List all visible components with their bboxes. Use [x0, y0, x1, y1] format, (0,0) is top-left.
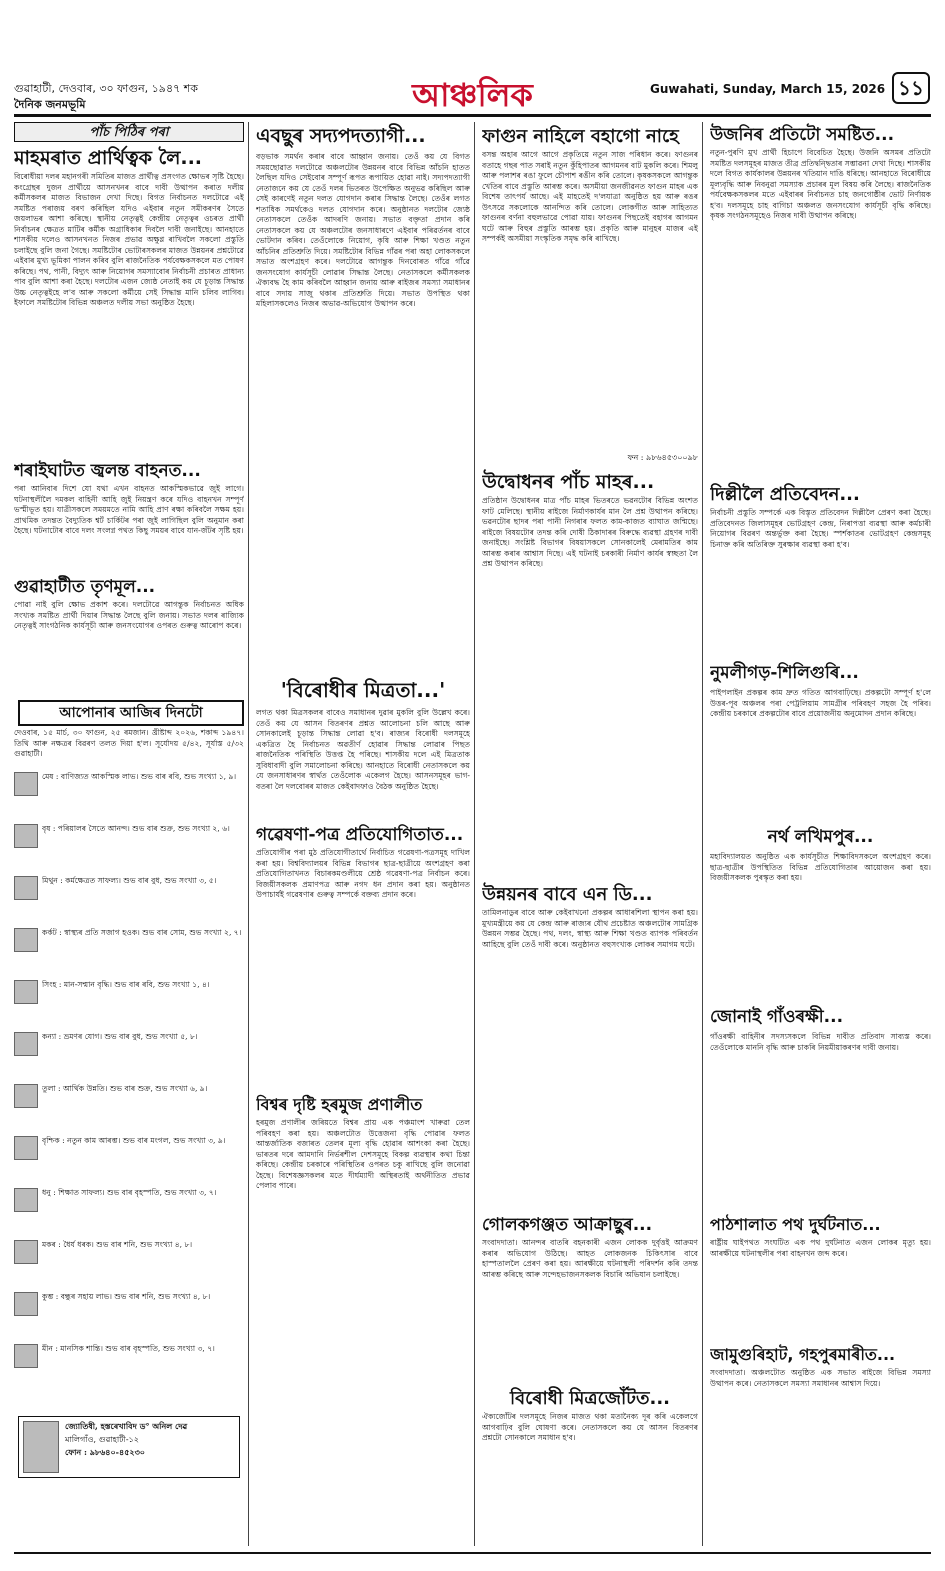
article-body: মহাবিদ্যালয়ত অনুষ্ঠিত এক কাৰ্যসূচীত শিক্ষাবিদসকলে অংশগ্ৰহণ কৰে। ছাত্ৰ-ছাত্ৰীৰ উপস্থিতিত বিভিন্ন প্ৰতিযোগিতাৰ আয়োজন কৰা হয়। বিজয়ীসকলক পুৰস্কৃত কৰা হয়।: [710, 852, 931, 882]
horoscope-item: মেষ : বাণিজ্যত আকস্মিক লাভ। শুভ বাৰ ৰবি, শুভ সংখ্যা ১, ৯।: [14, 772, 244, 824]
column-divider: [702, 122, 703, 1546]
fish-icon: [14, 1344, 38, 1368]
archer-icon: [14, 1188, 38, 1212]
date-right: Guwahati, Sunday, March 15, 2026: [650, 82, 886, 96]
headline: মাহমৰাত প্ৰাৰ্থিত্বক লৈ...: [14, 147, 203, 169]
twins-icon: [14, 876, 38, 900]
headline: জামুগুৰিহাট, গহপুৰমাৰীত...: [710, 1345, 896, 1364]
horoscope-item: বৃশ্চিক : নতুন কাম আৰম্ভ। শুভ বাৰ মংগল, শুভ সংখ্যা ৩, ৯।: [14, 1136, 244, 1188]
headline: নুমলীগড়-শিলিগুৰি...: [710, 663, 859, 683]
paper-name: দৈনিক জনমভূমি: [14, 98, 86, 111]
footer-rule: [14, 1552, 931, 1554]
horoscope-intro: দেওবাৰ, ১৫ মাৰ্চ, ৩০ ফাগুন, ২৫ ৰমজান। খ্ৰীষ্টাব্দ ২০২৬, শকাব্দ ১৯৪৭। তিথি আৰু নক্ষত্ৰৰ বিৱৰণ তলত দিয়া হ'ল। সূৰ্যোদয় ৫/৪২, সূৰ্যাস্ত ৫/৩২ গুৱাহাটী।: [14, 728, 244, 758]
article-body: ৰাষ্ট্ৰীয় ঘাইপথত সংঘটিত এক পথ দুৰ্ঘটনাত এজন লোকৰ মৃত্যু হয়। আৰক্ষীয়ে ঘটনাস্থলীৰ পৰা বাহনখন জব্দ কৰে।: [710, 1238, 931, 1258]
scorpion-icon: [14, 1136, 38, 1160]
headline: গুৱাহাটীত তৃণমূল...: [14, 577, 156, 597]
headline: জোনাই গাঁওৰক্ষী...: [710, 1007, 844, 1027]
horoscope-item: সিংহ : মান-সন্মান বৃদ্ধি। শুভ বাৰ ৰবি, শুভ সংখ্যা ১, ৪।: [14, 980, 244, 1032]
article-body: সংবাদদাতা। আনন্দৰ বাতৰি বহনকাৰী এজন লোকক দুৰ্বৃত্তই আক্ৰমণ কৰাৰ অভিযোগ উঠিছে। আহত লোকজনক চিকিৎসাৰ বাবে হাস্পতাললৈ প্ৰেৰণ কৰা হয়। আৰক্ষীয়ে ঘটনাস্থলী পৰিদৰ্শন কৰি তদন্ত আৰম্ভ কৰিছে আৰু সন্দেহভাজনসকলক বিচাৰি অভিযান চলাইছে।: [482, 1238, 698, 1279]
date-left: গুৱাহাটী, দেওবাৰ, ৩০ ফাগুন, ১৯৪৭ শক: [14, 82, 198, 95]
header-rule: [14, 114, 931, 117]
article-body: বড়ভাক সমৰ্থন কৰাৰ বাবে আহ্বান জনায়। তেওঁ কয় যে বিগত সময়ছোৱাত দলটোৱে অঞ্চলটোৰ উন্নয়নৰ বাবে বিভিন্ন আঁচনি হাতত লৈছিল যদিও সেইবোৰ সম্পূৰ্ণ ৰূপত ৰূপায়িত হোৱা নাই। সদ্যপদত্যাগী নেতাজনে কয় যে তেওঁ দলৰ ভিতৰত উপেক্ষিত অনুভৱ কৰিছিল আৰু সেই কাৰণেই নতুন দলত যোগদান কৰাৰ সিদ্ধান্ত লৈছে। তেওঁৰ লগত শতাধিক সমৰ্থকেও দলত যোগদান কৰে। অনুষ্ঠানত দলটোৰ জ্যেষ্ঠ নেতাসকলে তেওঁক আদৰণি জনায়। সভাত বক্তৃতা প্ৰদান কৰি নেতাসকলে কয় যে অঞ্চলটোৰ জনসাধাৰণে এইবাৰ পৰিৱৰ্তনৰ বাবে ভোটদান কৰিব। তেওঁলোকে নিয়োগ, কৃষি আৰু শিক্ষা খণ্ডত নতুন আঁচনিৰ প্ৰতিশ্ৰুতি দিয়ে। সমষ্টিটোৰ বিভিন্ন গাঁৱৰ পৰা অহা লোকসকলে সভাত অংশগ্ৰহণ কৰে। দলটোৱে আগন্তুক দিনবোৰত গাঁৱে গাঁৱে জনসংযোগ কাৰ্যসূচী লোৱাৰ সিদ্ধান্ত লৈছে। নেতাসকলে কৰ্মীসকলক ঐক্যবদ্ধ হৈ কাম কৰিবলৈ আহ্বান জনায় আৰু ৰাইজৰ সমস্যা সমাধানৰ বাবে সদায় সাজু থকাৰ প্ৰতিশ্ৰুতি দিয়ে। সভাত উপস্থিত থকা মহিলাসকলেও নিজৰ অভাৱ-অভিযোগ উত্থাপন কৰে।: [256, 152, 470, 308]
column-divider: [474, 122, 475, 1546]
bull-icon: [14, 824, 38, 848]
headline: গৱেষণা-পত্ৰ প্ৰতিযোগিতাত...: [256, 825, 464, 845]
article-body: গাঁওৰক্ষী বাহিনীৰ সদস্যসকলে বিভিন্ন দাবীত প্ৰতিবাদ সাব্যস্ত কৰে। তেওঁলোকে মাননি বৃদ্ধি আৰু চাকৰি নিয়মীয়াকৰণৰ দাবী জনায়।: [710, 1032, 931, 1052]
horoscope-item: মকৰ : ধৈৰ্য ধৰক। শুভ বাৰ শনি, শুভ সংখ্যা ৪, ৮।: [14, 1240, 244, 1292]
headline: নৰ্থ লখিমপুৰ...: [767, 827, 874, 847]
article-body: ঐক্যজোঁটৰ দলসমূহে নিজৰ মাজত থকা মতানৈক্য দূৰ কৰি একেলগে আগবাঢ়িব বুলি ঘোষণা কৰে। নেতাসকলে কয় যে আসন বিতৰণৰ প্ৰশ্নটো সোনকালে সমাধান হ'ব।: [482, 1412, 698, 1442]
scales-icon: [14, 1084, 38, 1108]
horoscope-title: আপোনাৰ আজিৰ দিনটো: [18, 700, 244, 726]
ram-icon: [14, 772, 38, 796]
article-footer: ফন : ৯৮৬৪৫৩০০৯৮: [627, 453, 698, 462]
article-body: বিৰোধীয়া দলৰ মহানগৰী সমিতিৰ মাজত প্ৰাৰ্থীত্ব প্ৰসংগত ক্ষোভৰ সৃষ্টি হৈছে। কংগ্ৰেছৰ দুজন প্ৰাৰ্থীয়ে আসনখনৰ বাবে দাবী উত্থাপন কৰাত দলীয় কৰ্মীসকলৰ মাজত বিভাজন দেখা দিছে। বিগত নিৰ্বাচনত দলটোৱে এই সমষ্টিত পৰাজয় বৰণ কৰিছিল যদিও এইবাৰ নতুন সমীকৰণৰ সৈতে জয়লাভৰ আশা কৰিছে। স্থানীয় নেতৃত্বই কেন্দ্ৰীয় নেতৃত্বৰ ওচৰত প্ৰাৰ্থী নিৰ্বাচনৰ ক্ষেত্ৰত মাটিৰ কৰ্মীক অগ্ৰাধিকাৰ দিবলৈ দাবী জনাইছে। আনহাতে শাসকীয় দলেও আসনখনত নিজৰ প্ৰভাৱ অক্ষুণ্ণ ৰাখিবলৈ সকলো প্ৰস্তুতি চলাইছে বুলি জনা গৈছে। সমষ্টিটোৰ ভোটাৰসকলৰ মাজত উন্নয়নৰ প্ৰশ্নটোৱে এইবাৰ মুখ্য ভূমিকা পালন কৰিব বুলি ৰাজনৈতিক পৰ্যবেক্ষকসকলে মত পোষণ কৰিছে। পথ, পানী, বিদ্যুৎ আৰু নিয়োগৰ সমস্যাবোৰ নিৰ্বাচনী প্ৰচাৰত প্ৰাধান্য পাব বুলি আশা কৰা হৈছে। দলটোৰ এজন জ্যেষ্ঠ নেতাই কয় যে চূড়ান্ত সিদ্ধান্ত উচ্চ নেতৃত্বইহে ল'ব আৰু সকলো কৰ্মীয়ে সেই সিদ্ধান্ত মানি চলিব লাগিব। ইফালে সমষ্টিটোৰ বিভিন্ন অঞ্চলত দলীয় সভা অনুষ্ঠিত হৈছে।: [14, 172, 244, 307]
astrologer-ad: জ্যোতিষী, হস্তৰেখাবিদ ড° অনিল দেৱ মালিগাঁও, গুৱাহাটী-১২ ফোন : ৯৮৬৪০-৪৫২৩০: [18, 1416, 240, 1478]
column-divider: [248, 122, 249, 1546]
lion-icon: [14, 980, 38, 1004]
article-body: নিৰ্বাচনী প্ৰস্তুতি সম্পৰ্কে এক বিস্তৃত প্ৰতিবেদন দিল্লীলৈ প্ৰেৰণ কৰা হৈছে। প্ৰতিবেদনত জিলাসমূহৰ ভোটগ্ৰহণ কেন্দ্ৰ, নিৰাপত্তা ব্যৱস্থা আৰু কৰ্মচাৰী নিয়োগৰ বিৱৰণ অন্তৰ্ভুক্ত কৰা হৈছে। স্পৰ্শকাতৰ ভোটগ্ৰহণ কেন্দ্ৰসমূহ চিনাক্ত কৰি অতিৰিক্ত সুৰক্ষাৰ ব্যৱস্থা কৰা হ'ব।: [710, 508, 931, 549]
article-body: হৰমুজ প্ৰণালীৰ জৰিয়তে বিশ্বৰ প্ৰায় এক পঞ্চমাংশ খাৰুৱা তেল পৰিবহণ কৰা হয়। অঞ্চলটোত উত্তেজনা বৃদ্ধি পোৱাৰ ফলত আন্তৰ্জাতিক বজাৰত তেলৰ মূল্য বৃদ্ধি হোৱাৰ আশংকা কৰা হৈছে। ভাৰতৰ দৰে আমদানি নিৰ্ভৰশীল দেশসমূহে বিকল্প ব্যৱস্থাৰ কথা চিন্তা কৰিছে। কেন্দ্ৰীয় চৰকাৰে পৰিস্থিতিৰ ওপৰত চকু ৰাখিছে বুলি জনোৱা হৈছে। বিশেষজ্ঞসকলৰ মতে দীৰ্ঘম্যাদী অস্থিৰতাই অৰ্থনীতিত প্ৰভাৱ পেলাব পাৰে।: [256, 1118, 470, 1190]
section-label: পাঁচ পিঠিৰ পৰা: [14, 122, 244, 142]
maiden-icon: [14, 1032, 38, 1056]
headline: বিশ্বৰ দৃষ্টি হৰমুজ প্ৰণালীত: [256, 1095, 423, 1114]
horoscope-item: ধনু : শিক্ষাত সাফল্য। শুভ বাৰ বৃহস্পতি, শুভ সংখ্যা ৩, ৭।: [14, 1188, 244, 1240]
goat-icon: [14, 1240, 38, 1264]
article-body: প্ৰতিযোগীৰ পৰা মুঠ প্ৰতিযোগীতাৰ্থে নিৰ্বাচিত গৱেষণা-পত্ৰসমূহ দাখিল কৰা হয়। বিশ্ববিদ্যালয়ৰ বিভিন্ন বিভাগৰ ছাত্ৰ-ছাত্ৰীয়ে অংশগ্ৰহণ কৰা প্ৰতিযোগিতাখনত বিচাৰকমণ্ডলীয়ে শ্ৰেষ্ঠ গৱেষণা-পত্ৰ নিৰ্বাচন কৰে। বিজয়ীসকলক প্ৰমাণপত্ৰ আৰু নগদ ধন প্ৰদান কৰা হয়। অনুষ্ঠানত উপাচাৰ্যই গৱেষণাৰ গুৰুত্ব সম্পৰ্কে বক্তব্য প্ৰদান কৰে।: [256, 848, 470, 899]
headline: বিৰোধী মিত্ৰজোঁটত...: [509, 1388, 670, 1409]
horoscope-item: কৰ্কট : স্বাস্থ্যৰ প্ৰতি সজাগ হওক। শুভ বাৰ সোম, শুভ সংখ্যা ২, ৭।: [14, 928, 244, 980]
article-body: পাইপলাইন প্ৰকল্পৰ কাম দ্ৰুত গতিত আগবাঢ়িছে। প্ৰকল্পটো সম্পূৰ্ণ হ'লে উত্তৰ-পূব অঞ্চলৰ পৰা পেট্ৰলিয়াম সামগ্ৰীৰ পৰিবহণ সহজ হৈ পৰিব। কেন্দ্ৰীয় চৰকাৰে প্ৰকল্পটোৰ বাবে প্ৰয়োজনীয় অনুমোদন প্ৰদান কৰিছে।: [710, 688, 931, 718]
headline: 'বিৰোধীৰ মিত্ৰতা...': [280, 678, 446, 702]
horoscope-item: মিথুন : কৰ্মক্ষেত্ৰত সাফল্য। শুভ বাৰ বুধ, শুভ সংখ্যা ৩, ৫।: [14, 876, 244, 928]
headline: উদ্বোধনৰ পাঁচ মাহৰ...: [482, 471, 655, 493]
crab-icon: [14, 928, 38, 952]
article-body: পোৱা নাই বুলি ক্ষোভ প্ৰকাশ কৰে। দলটোৱে আগন্তুক নিৰ্বাচনত অধিক সংখ্যক সমষ্টিত প্ৰাৰ্থী দিয়াৰ সিদ্ধান্ত লৈছে বুলি জনায়। সভাত দলৰ ৰাজ্যিক নেতৃত্বই সাংগঠনিক কাৰ্যসূচী আৰু জনসংযোগৰ ওপৰত গুৰুত্ব আৰোপ কৰে।: [14, 600, 244, 630]
page-number: ১১: [892, 72, 930, 104]
headline: এবছুৰ সদ্যপদত্যাগী...: [256, 125, 426, 147]
horoscope-item: মীন : মানসিক শান্তি। শুভ বাৰ বৃহস্পতি, শুভ সংখ্যা ৩, ৭।: [14, 1344, 244, 1396]
article-body: প্ৰতিষ্ঠান উদ্বোধনৰ মাত্ৰ পাঁচ মাহৰ ভিতৰতে ভৱনটোৰ বিভিন্ন অংশত ফাট মেলিছে। স্থানীয় ৰাইজে নিৰ্মাণকাৰ্যৰ মান লৈ প্ৰশ্ন উত্থাপন কৰিছে। ভৱনটোৰ ছাদৰ পৰা পানী নিগৰাৰ ফলত কাম-কাজত ব্যাঘাত জন্মিছে। ৰাইজে বিষয়টোৰ তদন্ত কৰি দোষী ঠিকাদাৰৰ বিৰুদ্ধে ব্যৱস্থা গ্ৰহণৰ দাবী জনাইছে। সংশ্লিষ্ট বিভাগৰ বিষয়াসকলে সোনকালেই মেৰামতিৰ কাম আৰম্ভ কৰাৰ আশ্বাস দিছে। এই ঘটনাই চৰকাৰী নিৰ্মাণ কাৰ্যৰ স্বচ্ছতা লৈ প্ৰশ্ন উত্থাপন কৰিছে।: [482, 496, 698, 568]
water-bearer-icon: [14, 1292, 38, 1316]
headline: পাঠশালাত পথ দুৰ্ঘটনাত...: [710, 1215, 881, 1234]
article-body: লগত থকা মিত্ৰসকলৰ বাবেও সমাধানৰ দুৱাৰ মুকলি বুলি উল্লেখ কৰে। তেওঁ কয় যে আসন বিতৰণৰ প্ৰশ্নত আলোচনা চলি আছে আৰু সোনকালেই চূড়ান্ত সিদ্ধান্ত লোৱা হ'ব। ৰাজ্যৰ বিৰোধী দলসমূহে একত্ৰিত হৈ নিৰ্বাচনত অৱতীৰ্ণ হোৱাৰ সিদ্ধান্ত লোৱাৰ পিছত ৰাজনৈতিক পৰিস্থিতি উত্তপ্ত হৈ পৰিছে। শাসকীয় দলে এই মিত্ৰতাক সুবিধাবাদী বুলি সমালোচনা কৰিছে। আনহাতে বিৰোধী নেতাসকলে কয় যে জনসাধাৰণৰ স্বাৰ্থত তেওঁলোক একেলগ হৈছে। আসনসমূহৰ ভাগ-বতৰা লৈ দলবোৰৰ মাজত কেইবাদফাও বৈঠক অনুষ্ঠিত হৈছে।: [256, 708, 470, 791]
horoscope-item: তুলা : আৰ্থিক উন্নতি। শুভ বাৰ শুক্ৰ, শুভ সংখ্যা ৬, ৯।: [14, 1084, 244, 1136]
article-body: সংবাদদাতা। অঞ্চলটোত অনুষ্ঠিত এক সভাত ৰাইজে বিভিন্ন সমস্যা উত্থাপন কৰে। নেতাসকলে সমস্যা সমাধানৰ আশ্বাস দিয়ে।: [710, 1368, 931, 1388]
headline: উন্নয়নৰ বাবে এন ডি...: [482, 884, 653, 905]
horoscope-item: কন্যা : ভ্ৰমণৰ যোগ। শুভ বাৰ বুধ, শুভ সংখ্যা ৫, ৮।: [14, 1032, 244, 1084]
article-body: বসন্ত অহাৰ আগে আগে প্ৰকৃতিয়ে নতুন সাজ পৰিধান কৰে। ফাগুনৰ বতাহে গছৰ পাত সৰাই নতুন কুঁহিপাতৰ আগমনৰ বাট মুকলি কৰে। শিমলু আৰু পলাশৰ ৰঙা ফুলে চৌপাশ ৰঙীন কৰি তোলে। কৃষকসকলে আগন্তুক খেতিৰ বাবে প্ৰস্তুতি আৰম্ভ কৰে। অসমীয়া জনজীৱনত ফাগুন মাহৰ এক বিশেষ তাৎপৰ্য আছে। এই মাহতেই দ'লযাত্ৰা অনুষ্ঠিত হয় আৰু ৰঙৰ উৎসৱে সকলোকে আনন্দিত কৰি তোলে। লোকগীত আৰু সাহিত্যত ফাগুনৰ বৰ্ণনা বহুলভাৱে পোৱা যায়। ফাগুনৰ পিছতেই বহাগৰ আগমন ঘটে আৰু বিহুৰ প্ৰস্তুতি আৰম্ভ হয়। প্ৰকৃতি আৰু মানুহৰ মাজৰ এই সম্পৰ্কই অসমীয়া সংস্কৃতিক সমৃদ্ধ কৰি ৰাখিছে।: [482, 150, 698, 243]
headline: উজনিৰ প্ৰতিটো সমষ্টিত...: [710, 125, 895, 145]
headline: দিল্লীলৈ প্ৰতিবেদন...: [710, 484, 860, 505]
horoscope-list: [14, 772, 244, 1412]
headline: গোলকগঞ্জত আক্ৰাছুৰ...: [482, 1215, 653, 1235]
horoscope-item: কুম্ভ : বন্ধুৰ সহায় লাভ। শুভ বাৰ শনি, শুভ সংখ্যা ৪, ৮।: [14, 1292, 244, 1344]
horoscope-item: বৃষ : পৰিয়ালৰ সৈতে আনন্দ। শুভ বাৰ শুক্ৰ, শুভ সংখ্যা ২, ৬।: [14, 824, 244, 876]
article-body: তামিলনাডুৰ বাবে আৰু কেইবাখনো প্ৰকল্পৰ আধাৰশিলা স্থাপন কৰা হয়। মুখ্যমন্ত্ৰীয়ে কয় যে কেন্দ্ৰ আৰু ৰাজ্যৰ যৌথ প্ৰচেষ্টাত অঞ্চলটোৰ সামগ্ৰিক উন্নয়ন সম্ভৱ হৈছে। পথ, দলং, স্বাস্থ্য আৰু শিক্ষা খণ্ডত ব্যাপক পৰিবৰ্তন আহিছে বুলি তেওঁ দাবী কৰে। অনুষ্ঠানত বহুসংখ্যক লোকৰ সমাগম ঘটে।: [482, 908, 698, 949]
headline: শৰাইঘাটত জ্বলন্ত বাহনত...: [14, 461, 201, 481]
astrologer-photo: [23, 1421, 59, 1473]
masthead: আঞ্চলিক: [412, 76, 533, 114]
article-body: নতুন-পুৰণি মুখ প্ৰাৰ্থী হিচাপে বিবেচিত হৈছে। উজনি অসমৰ প্ৰতিটো সমষ্টিত দলসমূহৰ মাজত তীব্ৰ প্ৰতিদ্বন্দ্বিতাৰ সম্ভাৱনা দেখা দিছে। শাসকীয় দলে বিগত কাৰ্যকালৰ উন্নয়নৰ খতিয়ান দাঙি ধৰিছে। আনহাতে বিৰোধীয়ে মূল্যবৃদ্ধি আৰু নিবনুৱা সমস্যাক প্ৰচাৰৰ মূল বিষয় কৰি লৈছে। ৰাজনৈতিক পৰ্যবেক্ষকসকলৰ মতে এইবাৰৰ নিৰ্বাচনত চাহ জনগোষ্ঠীৰ ভোট নিৰ্ণায়ক হ'ব। দলসমূহে চাহ বাগিচা অঞ্চলত জনসংযোগ কাৰ্যসূচী বৃদ্ধি কৰিছে। কৃষক সংগঠনসমূহেও নিজৰ দাবী উত্থাপন কৰিছে।: [710, 148, 931, 220]
article-body: পৰা আনিবাৰ দিশে যো যথা এখন বাহনত আকস্মিকভাৱে জুই লাগে। ঘটনাস্থলীলৈ দমকল বাহিনী আহি জুই নিয়ন্ত্ৰণ কৰে যদিও বাহনখন সম্পূৰ্ণ ভস্মীভূত হয়। যাত্ৰীসকলে সময়মতে নামি আহি প্ৰাণ ৰক্ষা কৰিবলৈ সক্ষম হয়। প্ৰাথমিক তদন্তত বৈদ্যুতিক শ্বৰ্ট চাৰ্কিটৰ পৰা জুই লাগিছিল বুলি অনুমান কৰা হৈছে। ঘটনাটোৰ বাবে দলং সংলগ্ন পথত কিছু সময়ৰ বাবে যান-জঁটৰ সৃষ্টি হয়।: [14, 484, 244, 535]
headline: ফাগুন নাহিলে বহাগো নাহে: [482, 126, 679, 147]
